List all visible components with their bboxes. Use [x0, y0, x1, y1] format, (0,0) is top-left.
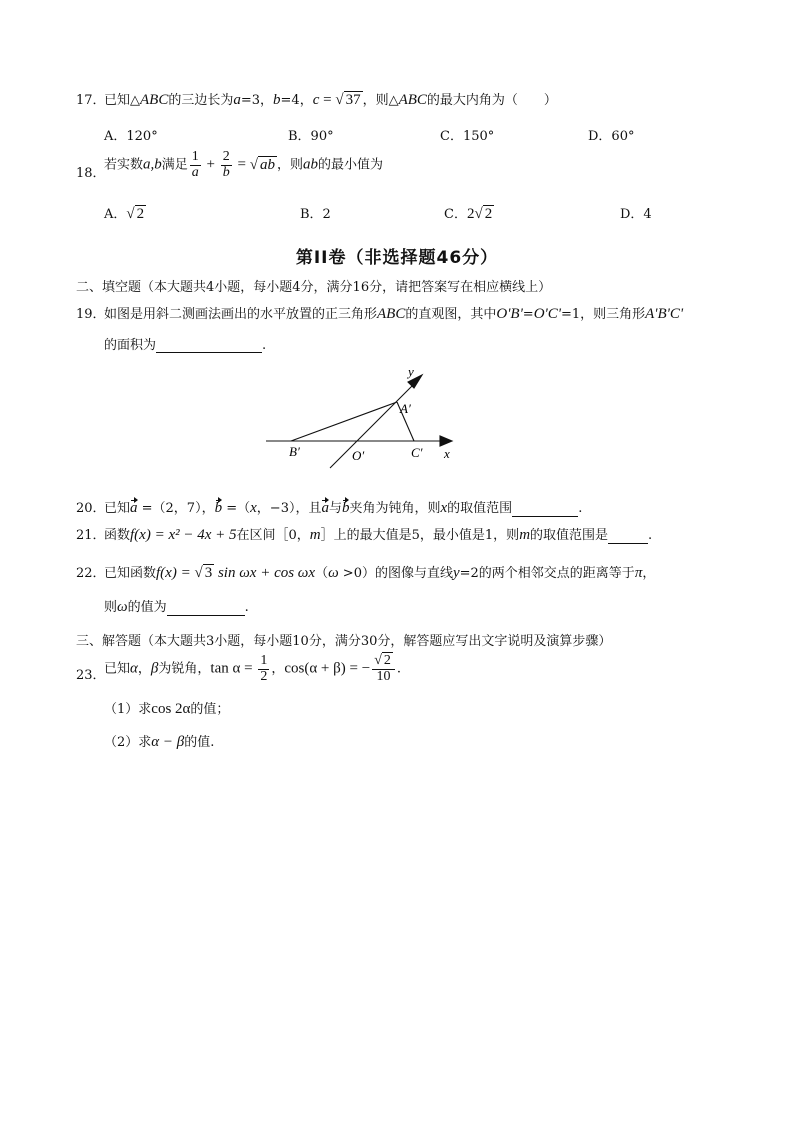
question-number: 19． — [76, 307, 106, 322]
question-number: 21． — [76, 528, 106, 543]
question-text: 已知a =（2，7），b =（x，−3），且a与b夹角为钝角，则x的取值范围 . — [104, 500, 583, 516]
vector-a: a — [321, 500, 329, 516]
option-c[interactable]: C．150° — [440, 129, 495, 144]
side-ba — [291, 402, 397, 441]
sqrt-symbol: √ 37 — [335, 92, 361, 108]
question-text: 若实数a,b满足 $\frac{1}{a}$ + $\frac{2}{b}$ = √ ab ，则ab的最小值为 — [104, 149, 383, 180]
question-22-line2: 则ω的值为 . — [104, 599, 249, 615]
label-c: C′ — [411, 445, 423, 460]
fraction: $\frac{2}{b}$ — [222, 149, 230, 180]
question-number: 18． — [76, 166, 106, 181]
x-axis-arrow — [440, 436, 452, 446]
question-number: 17． — [76, 93, 106, 108]
question-text: 如图是用斜二测画法画出的水平放置的正三角形ABC的直观图，其中O'B'=O'C'=1，则三角形A'B'C' — [104, 306, 684, 322]
option-b[interactable]: B．2 — [300, 207, 331, 222]
question-23-part1: （1）求cos 2α的值； — [104, 701, 230, 717]
vector-a: a — [130, 500, 138, 516]
question-19-line2: 的面积为 . — [104, 338, 267, 353]
question-text: 函数f(x) = x² − 4x + 5在区间［0，m］上的最大值是5，最小值是1，则m的取值范围是 . — [104, 527, 653, 543]
question-number: 20． — [76, 501, 106, 516]
option-d[interactable]: D．4 — [620, 207, 652, 222]
answer-blank[interactable] — [608, 529, 648, 544]
option-a[interactable]: A．120° — [104, 129, 158, 144]
option-c[interactable]: C．2√ 2 — [444, 206, 493, 222]
question-23-part2: （2）求α − β的值. — [104, 734, 215, 750]
answer-blank[interactable] — [156, 338, 262, 353]
question-number: 22． — [76, 566, 106, 581]
fraction: $\frac{√ 2}{10}$ — [372, 654, 395, 684]
fraction: $\frac{1}{a}$ — [191, 149, 199, 180]
answer-blank[interactable] — [512, 502, 578, 517]
part-heading: 二、填空题（本大题共4小题，每小题4分，满分16分，请把答案写在相应横线上） — [76, 280, 552, 295]
option-a[interactable]: A．√ 2 — [104, 206, 145, 222]
label-a: A′ — [400, 401, 411, 416]
label-x: x — [444, 446, 450, 461]
section-title: 第II卷（非选择题46分） — [295, 248, 499, 268]
fraction: $\frac{1}{2}$ — [260, 653, 268, 684]
oblique-projection-figure — [0, 360, 794, 480]
label-o: O′ — [352, 448, 365, 463]
label-b: B′ — [289, 444, 300, 459]
option-b[interactable]: B．90° — [288, 129, 334, 144]
label-y: y — [408, 364, 414, 379]
option-d[interactable]: D．60° — [588, 129, 635, 144]
question-number: 23． — [76, 668, 106, 683]
vector-b: b — [214, 500, 223, 516]
answer-blank[interactable] — [167, 601, 245, 616]
question-text: 已知△ABC的三边长为a=3，b=4，c = √ 37 ，则△ABC的最大内角为（ ） — [104, 92, 557, 108]
question-text: 已知函数f(x) = √ 3 sin ωx + cos ωx（ω >0）的图像与直线y=2的两个相邻交点的距离等于π， — [104, 565, 656, 581]
sqrt-symbol: √ ab — [249, 156, 275, 173]
sqrt-symbol: √ 3 — [194, 565, 213, 581]
part-heading: 三、解答题（本大题共3小题，每小题10分，满分30分，解答题应写出文字说明及演算步骤） — [76, 634, 612, 649]
vector-b: b — [341, 500, 350, 516]
y-axis — [330, 382, 416, 468]
question-text: 已知α，β为锐角，tan α = $\frac{1}{2}$ ，cos(α + β) = − $\frac{√ 2}{10}$ . — [104, 653, 402, 684]
